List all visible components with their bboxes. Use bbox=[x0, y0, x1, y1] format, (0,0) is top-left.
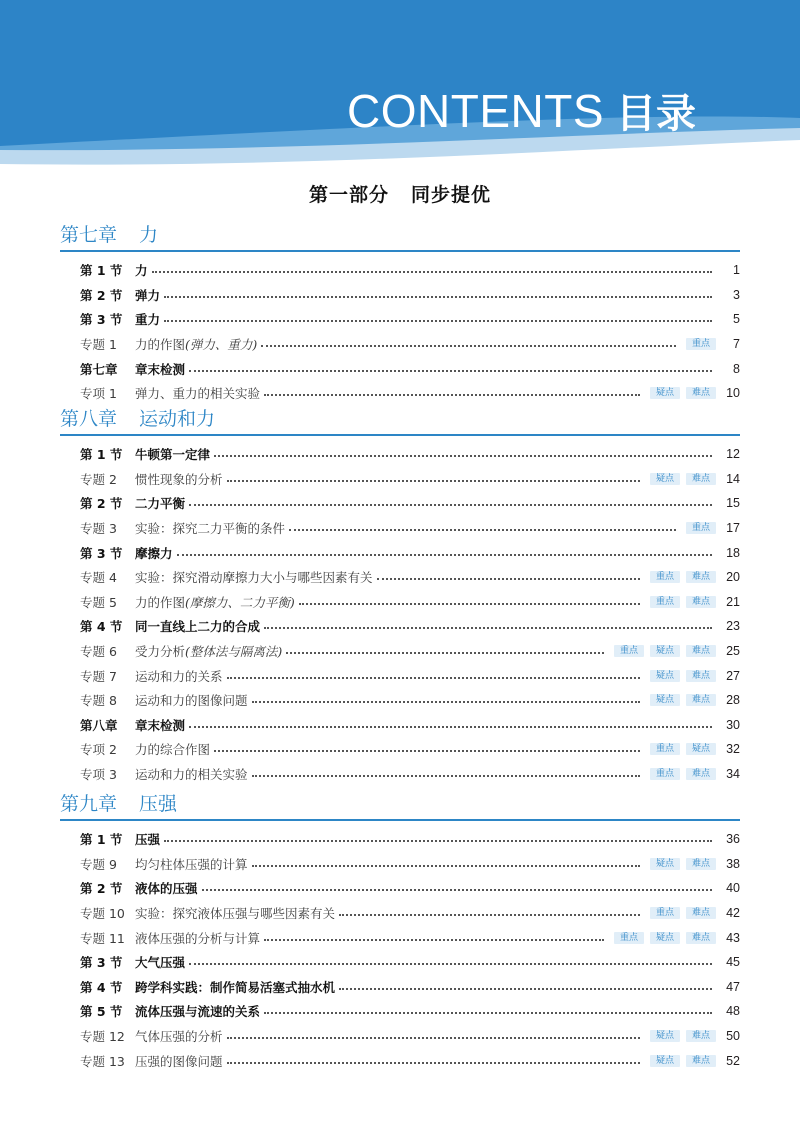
toc-entry-title: 实验：探究液体压强与哪些因素有关 bbox=[135, 906, 336, 922]
chapter bbox=[60, 216, 740, 406]
dot-leader bbox=[264, 627, 712, 629]
chapter-title[interactable] bbox=[60, 785, 740, 819]
toc-entry-title: 弹力 bbox=[135, 287, 161, 303]
header-banner bbox=[0, 0, 800, 170]
toc-entry[interactable] bbox=[60, 565, 740, 590]
toc-entry-title: 压强的图像问题 bbox=[135, 1053, 223, 1069]
difficulty-badge: 难点 bbox=[686, 907, 716, 919]
dot-leader bbox=[152, 271, 712, 273]
chapter bbox=[60, 400, 740, 786]
chapter-title[interactable] bbox=[60, 400, 740, 434]
toc-entry-tags bbox=[644, 1055, 716, 1067]
toc-entry-page: 10 bbox=[726, 386, 740, 401]
toc-entry-label: 第 1 节 bbox=[80, 447, 123, 463]
toc-entry-page: 40 bbox=[726, 881, 740, 896]
toc-entry-label: 专题 3 bbox=[80, 521, 117, 537]
toc-entry[interactable] bbox=[60, 283, 740, 308]
dot-leader bbox=[252, 775, 640, 777]
toc-entry[interactable] bbox=[60, 901, 740, 926]
toc-entry-title: 实验：探究滑动摩擦力大小与哪些因素有关 bbox=[135, 570, 373, 586]
toc-entry-label: 专题 10 bbox=[80, 906, 125, 922]
toc-entry-title: 液体的压强 bbox=[135, 881, 198, 897]
difficulty-badge: 重点 bbox=[614, 932, 644, 944]
dot-leader bbox=[227, 1037, 640, 1039]
toc-entry-title: 牛顿第一定律 bbox=[135, 447, 211, 463]
toc-entry-page: 21 bbox=[726, 594, 740, 609]
toc-entry-page: 32 bbox=[726, 742, 740, 757]
chapter-title[interactable] bbox=[60, 216, 740, 250]
toc-entry-page: 5 bbox=[733, 312, 740, 327]
chapter bbox=[60, 785, 740, 1073]
toc-entry-tags bbox=[644, 694, 716, 706]
toc-entry[interactable] bbox=[60, 876, 740, 901]
toc-entry-page: 3 bbox=[733, 287, 740, 302]
chapter-name: 力 bbox=[139, 223, 159, 246]
toc-entry-title: 同一直线上二力的合成 bbox=[135, 619, 261, 635]
toc-entry-tags bbox=[644, 768, 716, 780]
toc-entry-tags bbox=[644, 1030, 716, 1042]
header-title bbox=[347, 82, 696, 142]
toc-entry-tags bbox=[680, 522, 716, 534]
toc-entry-page: 15 bbox=[726, 496, 740, 511]
toc-entry-label: 第 1 节 bbox=[80, 832, 123, 848]
difficulty-badge: 重点 bbox=[686, 522, 716, 534]
toc-entry-title: 惯性现象的分析 bbox=[135, 471, 223, 487]
toc-entry[interactable] bbox=[60, 258, 740, 283]
toc-entry[interactable] bbox=[60, 975, 740, 1000]
contents-title-en: CONTENTS bbox=[347, 85, 604, 137]
toc-entry-tags bbox=[644, 858, 716, 870]
toc-entry-page: 34 bbox=[726, 767, 740, 782]
toc-entry-page: 36 bbox=[726, 832, 740, 847]
dot-leader bbox=[164, 840, 712, 842]
difficulty-badge: 疑点 bbox=[650, 932, 680, 944]
toc-entry-title: 跨学科实践：制作简易活塞式抽水机 bbox=[135, 979, 336, 995]
toc-entry[interactable] bbox=[60, 540, 740, 565]
toc-entry-label: 专题 7 bbox=[80, 668, 117, 684]
toc-entry-tags bbox=[644, 571, 716, 583]
difficulty-badge: 难点 bbox=[686, 858, 716, 870]
toc-entry-label: 第 3 节 bbox=[80, 955, 123, 971]
toc-entry-note: (摩擦力、二力平衡) bbox=[185, 594, 295, 610]
toc-entry-label: 专题 13 bbox=[80, 1053, 125, 1069]
toc-entry-title: 重力 bbox=[135, 312, 161, 328]
toc-entry-title: 章末检测 bbox=[135, 717, 186, 733]
dot-leader bbox=[214, 750, 640, 752]
difficulty-badge: 难点 bbox=[686, 932, 716, 944]
toc-entry-label: 专题 1 bbox=[80, 337, 117, 353]
difficulty-badge: 重点 bbox=[650, 571, 680, 583]
toc-entry[interactable] bbox=[60, 467, 740, 492]
contents-title-cn: 目录 bbox=[616, 91, 696, 137]
toc-entry-page: 12 bbox=[726, 447, 740, 462]
toc-entry-title: 压强 bbox=[135, 832, 161, 848]
dot-leader bbox=[252, 865, 640, 867]
toc-entry-page: 17 bbox=[726, 521, 740, 536]
difficulty-badge: 难点 bbox=[686, 473, 716, 485]
toc-entry-page: 18 bbox=[726, 545, 740, 560]
dot-leader bbox=[202, 889, 712, 891]
toc-entry[interactable] bbox=[60, 737, 740, 762]
toc-entry-label: 专项 1 bbox=[80, 386, 117, 402]
toc-entry-page: 42 bbox=[726, 906, 740, 921]
toc-entry-page: 50 bbox=[726, 1029, 740, 1044]
chapter-divider bbox=[60, 250, 740, 252]
toc-entry-title: 运动和力的图像问题 bbox=[135, 693, 248, 709]
toc-entry-tags bbox=[644, 387, 716, 399]
chapter-divider bbox=[60, 434, 740, 436]
chapter-name: 压强 bbox=[139, 792, 178, 815]
toc-entry[interactable] bbox=[60, 1048, 740, 1073]
chapter-number: 第八章 bbox=[60, 407, 118, 430]
toc-entry-label: 第 3 节 bbox=[80, 545, 123, 561]
difficulty-badge: 疑点 bbox=[650, 387, 680, 399]
dot-leader bbox=[252, 701, 640, 703]
difficulty-badge: 重点 bbox=[650, 743, 680, 755]
difficulty-badge: 难点 bbox=[686, 387, 716, 399]
toc-entry[interactable] bbox=[60, 827, 740, 852]
toc-entry[interactable] bbox=[60, 713, 740, 738]
toc-entry-tags bbox=[644, 596, 716, 608]
toc-entry-title: 均匀柱体压强的计算 bbox=[135, 856, 248, 872]
dot-leader bbox=[227, 480, 640, 482]
toc-entry-label: 第 2 节 bbox=[80, 496, 123, 512]
dot-leader bbox=[286, 652, 604, 654]
chapter-name: 运动和力 bbox=[139, 407, 216, 430]
difficulty-badge: 疑点 bbox=[650, 694, 680, 706]
toc-entry-title: 章末检测 bbox=[135, 361, 186, 377]
dot-leader bbox=[177, 554, 712, 556]
toc-entry-title: 运动和力的相关实验 bbox=[135, 767, 248, 783]
toc-entry-title: 气体压强的分析 bbox=[135, 1029, 223, 1045]
dot-leader bbox=[227, 677, 640, 679]
difficulty-badge: 疑点 bbox=[650, 645, 680, 657]
difficulty-badge: 难点 bbox=[686, 645, 716, 657]
toc-entry[interactable] bbox=[60, 590, 740, 615]
dot-leader bbox=[264, 394, 640, 396]
dot-leader bbox=[189, 726, 712, 728]
dot-leader bbox=[339, 988, 712, 990]
toc-entry[interactable] bbox=[60, 356, 740, 381]
difficulty-badge: 疑点 bbox=[650, 1055, 680, 1067]
toc-entry-page: 30 bbox=[726, 717, 740, 732]
dot-leader bbox=[339, 914, 640, 916]
difficulty-badge: 难点 bbox=[686, 596, 716, 608]
difficulty-badge: 难点 bbox=[686, 571, 716, 583]
toc-entry-title: 二力平衡 bbox=[135, 496, 186, 512]
toc-entry-label: 第七章 bbox=[80, 361, 118, 377]
difficulty-badge: 重点 bbox=[614, 645, 644, 657]
toc-entry-label: 第 4 节 bbox=[80, 979, 123, 995]
toc-entry-page: 45 bbox=[726, 955, 740, 970]
dot-leader bbox=[164, 296, 712, 298]
toc-entry-page: 1 bbox=[733, 263, 740, 278]
toc-entry[interactable] bbox=[60, 614, 740, 639]
dot-leader bbox=[189, 963, 712, 965]
difficulty-badge: 疑点 bbox=[650, 473, 680, 485]
toc-entry-page: 47 bbox=[726, 979, 740, 994]
toc-entry-page: 27 bbox=[726, 668, 740, 683]
toc-entry-label: 专题 2 bbox=[80, 471, 117, 487]
toc-entry[interactable] bbox=[60, 332, 740, 357]
toc-entry-label: 第 4 节 bbox=[80, 619, 123, 635]
dot-leader bbox=[261, 345, 676, 347]
toc-entry-tags bbox=[608, 645, 716, 657]
toc-entry[interactable] bbox=[60, 688, 740, 713]
toc-entry-tags bbox=[644, 670, 716, 682]
toc-entry-label: 专题 9 bbox=[80, 856, 117, 872]
toc-entry-page: 7 bbox=[733, 337, 740, 352]
toc-entry-page: 52 bbox=[726, 1053, 740, 1068]
dot-leader bbox=[189, 370, 712, 372]
dot-leader bbox=[214, 455, 712, 457]
dot-leader bbox=[377, 578, 640, 580]
difficulty-badge: 重点 bbox=[686, 338, 716, 350]
toc-entry-title: 弹力、重力的相关实验 bbox=[135, 386, 261, 402]
difficulty-badge: 难点 bbox=[686, 768, 716, 780]
toc-entry-page: 38 bbox=[726, 856, 740, 871]
chapter-number: 第九章 bbox=[60, 792, 118, 815]
part-title bbox=[0, 180, 800, 207]
toc-entry-label: 专题 12 bbox=[80, 1029, 125, 1045]
toc-entry[interactable] bbox=[60, 852, 740, 877]
toc-entry-page: 23 bbox=[726, 619, 740, 634]
toc-entry-label: 第 5 节 bbox=[80, 1004, 123, 1020]
toc-entry-tags bbox=[608, 932, 716, 944]
toc-entry-page: 48 bbox=[726, 1004, 740, 1019]
toc-entry-page: 20 bbox=[726, 570, 740, 585]
toc-entry-page: 28 bbox=[726, 693, 740, 708]
difficulty-badge: 难点 bbox=[686, 670, 716, 682]
toc-entry-tags bbox=[680, 338, 716, 350]
dot-leader bbox=[264, 1012, 712, 1014]
difficulty-badge: 疑点 bbox=[686, 743, 716, 755]
toc-entry-label: 第 1 节 bbox=[80, 263, 123, 279]
difficulty-badge: 重点 bbox=[650, 596, 680, 608]
toc-entry[interactable] bbox=[60, 663, 740, 688]
toc-entry-title: 受力分析(整体法与隔离法) bbox=[135, 644, 283, 660]
toc-entry-label: 专题 5 bbox=[80, 594, 117, 610]
toc-entry[interactable] bbox=[60, 442, 740, 467]
toc-entry-label: 第八章 bbox=[80, 717, 118, 733]
dot-leader bbox=[227, 1062, 640, 1064]
toc-entry-note: (整体法与隔离法) bbox=[185, 644, 283, 660]
toc-entry-title: 力 bbox=[135, 263, 148, 279]
toc-entry[interactable] bbox=[60, 307, 740, 332]
toc-entry-label: 专项 3 bbox=[80, 767, 117, 783]
toc-entry[interactable] bbox=[60, 999, 740, 1024]
difficulty-badge: 难点 bbox=[686, 1055, 716, 1067]
toc-entry[interactable] bbox=[60, 950, 740, 975]
toc-entry-label: 专题 6 bbox=[80, 644, 117, 660]
dot-leader bbox=[189, 504, 712, 506]
toc-entry-label: 专项 2 bbox=[80, 742, 117, 758]
chapter-number: 第七章 bbox=[60, 223, 118, 246]
toc-entry[interactable] bbox=[60, 516, 740, 541]
toc-entry-title: 运动和力的关系 bbox=[135, 668, 223, 684]
dot-leader bbox=[299, 603, 640, 605]
toc-entry-page: 43 bbox=[726, 930, 740, 945]
part-title-main: 第一部分 bbox=[308, 184, 389, 206]
toc-entry-tags bbox=[644, 907, 716, 919]
difficulty-badge: 疑点 bbox=[650, 858, 680, 870]
difficulty-badge: 重点 bbox=[650, 907, 680, 919]
difficulty-badge: 重点 bbox=[650, 768, 680, 780]
toc-entry-title: 大气压强 bbox=[135, 955, 186, 971]
toc-entry-label: 第 3 节 bbox=[80, 312, 123, 328]
toc-entry-title: 摩擦力 bbox=[135, 545, 173, 561]
toc-entry-title: 液体压强的分析与计算 bbox=[135, 930, 261, 946]
difficulty-badge: 难点 bbox=[686, 1030, 716, 1042]
difficulty-badge: 疑点 bbox=[650, 1030, 680, 1042]
toc-entry-label: 专题 8 bbox=[80, 693, 117, 709]
dot-leader bbox=[264, 939, 604, 941]
toc-entry-label: 专题 4 bbox=[80, 570, 117, 586]
dot-leader bbox=[164, 320, 712, 322]
toc-entry[interactable] bbox=[60, 762, 740, 787]
toc-entry[interactable] bbox=[60, 491, 740, 516]
toc-entry[interactable] bbox=[60, 639, 740, 664]
difficulty-badge: 疑点 bbox=[650, 670, 680, 682]
toc-entry-tags bbox=[644, 743, 716, 755]
toc-entry-page: 14 bbox=[726, 471, 740, 486]
part-title-sub: 同步提优 bbox=[411, 184, 492, 206]
toc-entry-page: 25 bbox=[726, 644, 740, 659]
toc-entry-label: 第 2 节 bbox=[80, 287, 123, 303]
toc-entry-title: 流体压强与流速的关系 bbox=[135, 1004, 261, 1020]
toc-entry[interactable] bbox=[60, 925, 740, 950]
toc-entry[interactable] bbox=[60, 1024, 740, 1049]
chapter-divider bbox=[60, 819, 740, 821]
toc-entry-label: 第 2 节 bbox=[80, 881, 123, 897]
toc-entry-title: 力的综合作图 bbox=[135, 742, 211, 758]
dot-leader bbox=[289, 529, 676, 531]
toc-entry-tags bbox=[644, 473, 716, 485]
toc-entry-title: 实验：探究二力平衡的条件 bbox=[135, 521, 286, 537]
toc-entry-title: 力的作图(摩擦力、二力平衡) bbox=[135, 594, 295, 610]
toc-entry-label: 专题 11 bbox=[80, 930, 125, 946]
toc-entry-note: (弹力、重力) bbox=[185, 337, 258, 353]
difficulty-badge: 难点 bbox=[686, 694, 716, 706]
toc-entry-title: 力的作图(弹力、重力) bbox=[135, 337, 258, 353]
toc-entry-page: 8 bbox=[733, 361, 740, 376]
